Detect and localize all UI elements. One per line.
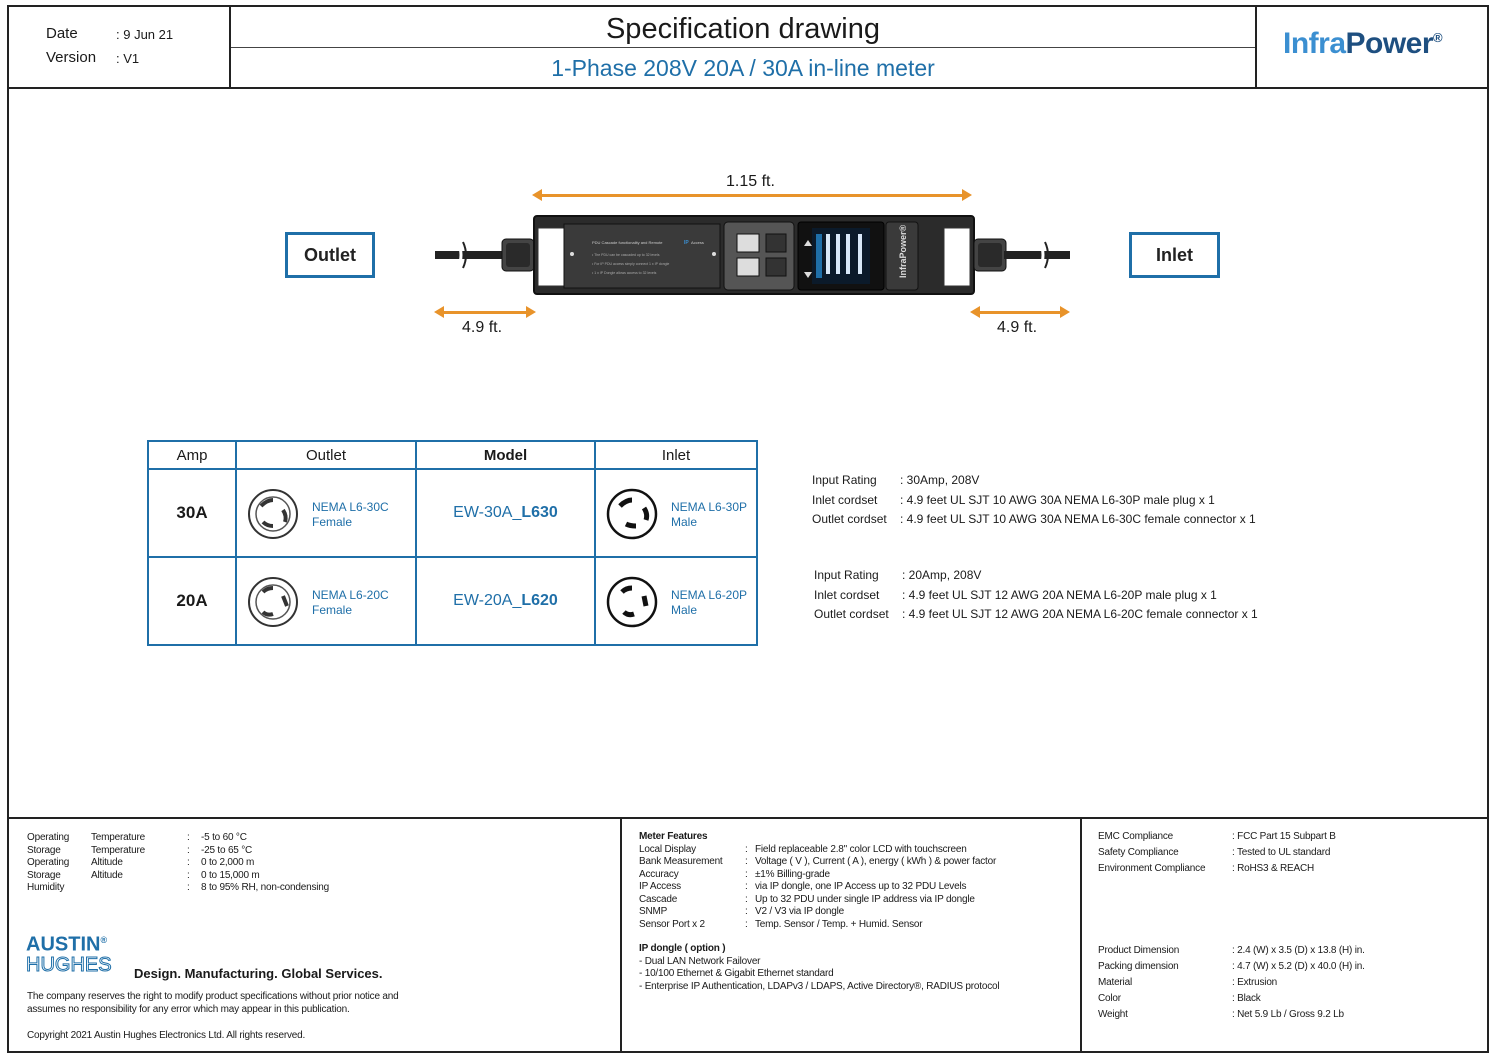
table-row — [148, 469, 757, 557]
austin-hughes-logo: AUSTIN® HUGHES — [26, 933, 112, 976]
disclaimer: The company reserves the right to modify product specifications without prior notice and assumes no responsibility for any error which may appear in this publication. — [27, 991, 399, 1015]
nema-l6-20p-plug-icon — [606, 576, 658, 628]
inlet-cell — [595, 557, 757, 645]
svg-text:• For IP PDU access simply con: • For IP PDU access simply connect 1 x IP dongle — [592, 262, 670, 266]
dim-left-label: 4.9 ft. — [462, 319, 503, 336]
dim-left-arrow-left — [434, 306, 444, 318]
dim-right-arrow-right — [1060, 306, 1070, 318]
dim-main-arrow-left — [532, 189, 542, 201]
version-value: : V1 — [116, 51, 140, 66]
svg-text:IP: IP — [684, 240, 689, 246]
meter-features: Meter Features Local Display : Field replaceable 2.8" color LCD with touchscreen Bank Measurement : Voltage ( V ), Current ( A ), energy ( kWh ) & power factor Accuracy : ±1% Billing-grade IP Access : via IP dongle, one IP Access up to 32 PDU Levels Cascade : Up to 32 PDU under single IP address via IP dongle SNMP : V2 / V3 via IP dongle Sensor Port x 2 : Temp. Sensor / Temp. + Humid. Sensor — [639, 831, 997, 930]
infrapower-logo: InfraPower® — [1283, 27, 1443, 60]
date-value: : 9 Jun 21 — [116, 27, 174, 42]
outlet-cell — [236, 469, 416, 557]
inlet-cell — [595, 469, 757, 557]
amp-cell: 30A — [148, 469, 236, 557]
svg-text:InfraPower®: InfraPower® — [898, 224, 908, 278]
outlet-type: Female — [312, 515, 353, 529]
dim-left-arrow-right — [526, 306, 536, 318]
amp-cell: 20A — [148, 557, 236, 645]
col-header-model: Model — [416, 441, 595, 469]
col-header-amp: Amp — [148, 441, 236, 469]
svg-text:• The PDU can be cascaded up t: • The PDU can be cascaded up to 32 levels — [592, 253, 660, 257]
page-subtitle: 1-Phase 208V 20A / 30A in-line meter — [551, 55, 935, 81]
outlet-cell — [236, 557, 416, 645]
dim-main-arrow-right — [962, 189, 972, 201]
dim-main-line — [540, 194, 964, 197]
svg-text:• 1 x IP Dongle allows access: • 1 x IP Dongle allows access to 32 levels — [592, 271, 657, 275]
nema-l6-20c-receptacle-icon — [247, 576, 299, 628]
inlet-name: NEMA L6-20P — [671, 588, 748, 602]
model-cell: EW-20A_L620 — [416, 557, 595, 645]
inlet-type: Male — [671, 603, 698, 617]
nema-l6-30c-receptacle-icon — [247, 488, 299, 540]
rating-block-30a: Input Rating : 30Amp, 208V Inlet cordset : 4.9 feet UL SJT 10 AWG 30A NEMA L6-30P male plug x 1 Outlet cordset : 4.9 feet UL SJT 10 AWG 30A NEMA L6-30C female connector x 1 — [812, 473, 1256, 526]
inline-meter-drawing — [432, 212, 1072, 298]
company-tagline: Design. Manufacturing. Global Services. — [134, 966, 383, 981]
physical-specs: Product Dimension : 2.4 (W) x 3.5 (D) x 13.8 (H) in. Packing dimension : 4.7 (W) x 5.2 (D) x 40.0 (H) in. Material : Extrusion Color : Black Weight : Net 5.9 Lb / Gross 9.2 Lb — [1098, 945, 1365, 1020]
svg-text:PDU Cascade functionality and: PDU Cascade functionality and Remote — [592, 240, 663, 245]
nema-l6-30p-plug-icon — [606, 488, 658, 540]
dim-main-label: 1.15 ft. — [726, 173, 775, 190]
environment-list: Operating Temperature : -5 to 60 °C Storage Temperature : -25 to 65 °C Operating Altitude : 0 to 2,000 m Storage Altitude : 0 to 15,000 m Humidity : 8 to 95% RH, non-condensing — [27, 832, 330, 893]
inlet-name: NEMA L6-30P — [671, 500, 748, 514]
footer-divider-1 — [620, 818, 622, 1053]
col-header-outlet: Outlet — [236, 441, 416, 469]
page-title: Specification drawing — [605, 13, 881, 45]
outlet-label-box: Outlet — [285, 232, 375, 278]
outlet-name: NEMA L6-20C — [312, 588, 389, 602]
inlet-type: Male — [671, 515, 698, 529]
dim-right-line — [978, 311, 1062, 314]
version-label: Version — [46, 49, 97, 66]
ip-dongle-info: IP dongle ( option ) - Dual LAN Network Failover - 10/100 Ethernet & Gigabit Ethernet standard - Enterprise IP Authentication, LDAPv3 / LDAPS, Active Directory®, RADIUS protocol — [639, 943, 1000, 992]
footer-divider — [7, 817, 1489, 819]
title-divider — [231, 47, 1255, 48]
compliance-list: EMC Compliance : FCC Part 15 Subpart B Safety Compliance : Tested to UL standard Environment Compliance : RoHS3 & REACH — [1098, 831, 1336, 874]
outlet-name: NEMA L6-30C — [312, 500, 389, 514]
header-divider-right — [1255, 5, 1257, 88]
footer-divider-2 — [1080, 818, 1082, 1053]
model-table — [147, 440, 758, 646]
dim-left-line — [442, 311, 528, 314]
copyright: Copyright 2021 Austin Hughes Electronics Ltd. All rights reserved. — [27, 1030, 306, 1041]
rating-block-20a: Input Rating : 20Amp, 208V Inlet cordset : 4.9 feet UL SJT 12 AWG 20A NEMA L6-20P male plug x 1 Outlet cordset : 4.9 feet UL SJT 12 AWG 20A NEMA L6-20C female connector x 1 — [814, 568, 1258, 621]
outlet-type: Female — [312, 603, 353, 617]
date-label: Date — [46, 25, 78, 42]
inlet-label-box: Inlet — [1129, 232, 1220, 278]
table-row — [148, 557, 757, 645]
dim-right-label: 4.9 ft. — [997, 319, 1038, 336]
dim-right-arrow-left — [970, 306, 980, 318]
col-header-inlet: Inlet — [595, 441, 757, 469]
svg-text:Access: Access — [691, 240, 704, 245]
model-cell: EW-30A_L630 — [416, 469, 595, 557]
